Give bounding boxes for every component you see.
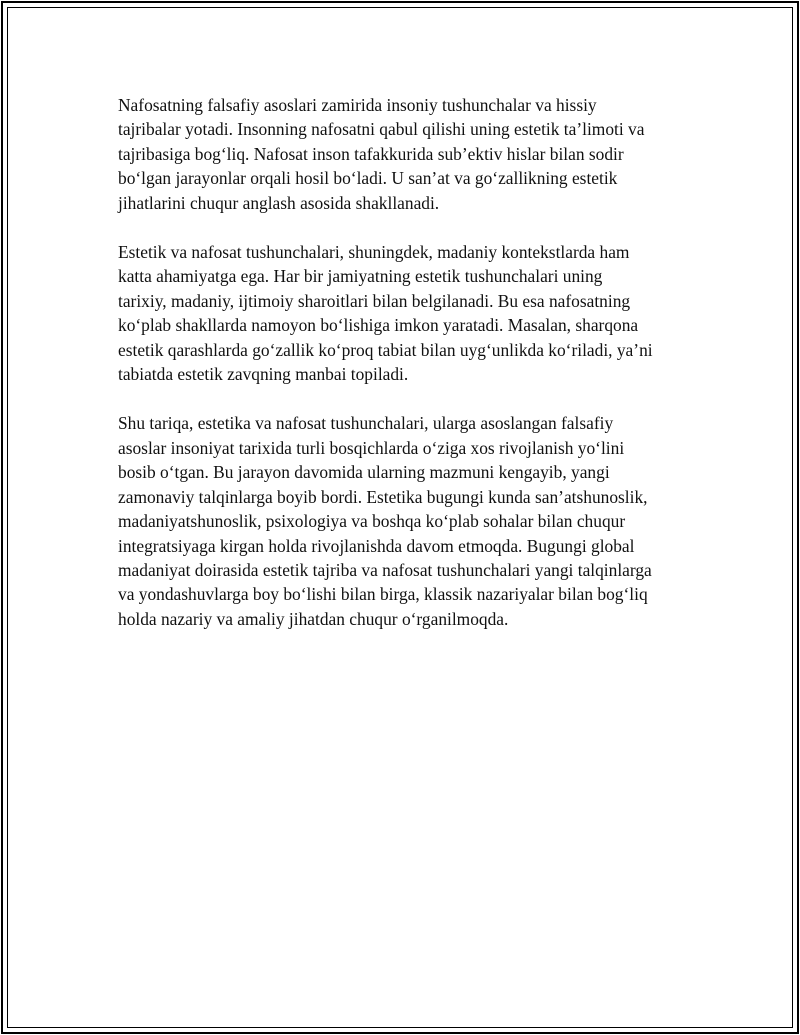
text-line: jihatlarini chuqur anglash asosida shakllanadi. (118, 192, 440, 213)
text-line: tajribalar yotadi. Insonning nafosatni qabul qilishi uning estetik ta’limoti va (118, 119, 645, 140)
text-line: asoslar insoniyat tarixida turli bosqichlarda o‘ziga xos rivojlanish yo‘lini (118, 437, 625, 458)
text-line: madaniyatshunoslik, psixologiya va boshqa ko‘plab sohalar bilan chuqur (118, 511, 626, 532)
text-line: ko‘plab shakllarda namoyon bo‘lishiga imkon yaratadi. Masalan, sharqona (118, 315, 639, 336)
text-line: tabiatda estetik zavqning manbai topiladi. (118, 364, 409, 385)
text-line: Estetik va nafosat tushunchalari, shuningdek, madaniy kontekstlarda ham (118, 242, 630, 263)
text-line: madaniyat doirasida estetik tajriba va nafosat tushunchalari yangi talqinlarga (118, 559, 652, 580)
text-line: holda nazariy va amaliy jihatdan chuqur o‘rganilmoqda. (118, 608, 509, 629)
paragraph-3 (118, 411, 708, 631)
document-body (118, 93, 708, 656)
text-line: tarixiy, madaniy, ijtimoiy sharoitlari bilan belgilanadi. Bu esa nafosatning (118, 290, 631, 311)
text-line: bo‘lgan jarayonlar orqali hosil bo‘ladi. U san’at va go‘zallikning estetik (118, 168, 618, 189)
text-line: zamonaviy talqinlarga boyib bordi. Estetika bugungi kunda san’atshunoslik, (118, 486, 648, 507)
text-line: tajribasiga bog‘liq. Nafosat inson tafakkurida sub’ektiv hislar bilan sodir (118, 143, 624, 164)
text-line: integratsiyaga kirgan holda rivojlanishda davom etmoqda. Bugungi global (118, 535, 635, 556)
paragraph-2 (118, 240, 708, 386)
text-line: estetik qarashlarda go‘zallik ko‘proq tabiat bilan uyg‘unlikda ko‘riladi, ya’ni (118, 339, 653, 360)
text-line: bosib o‘tgan. Bu jarayon davomida ularning mazmuni kengayib, yangi (118, 462, 610, 483)
text-line: Shu tariqa, estetika va nafosat tushunchalari, ularga asoslangan falsafiy (118, 413, 614, 434)
text-line: va yondashuvlarga boy bo‘lishi bilan birga, klassik nazariyalar bilan bog‘liq (118, 584, 648, 605)
text-line: Nafosatning falsafiy asoslari zamirida insoniy tushunchalar va hissiy (118, 95, 597, 115)
text-line: katta ahamiyatga ega. Har bir jamiyatning estetik tushunchalari uning (118, 266, 603, 287)
paragraph-1 (118, 93, 708, 215)
